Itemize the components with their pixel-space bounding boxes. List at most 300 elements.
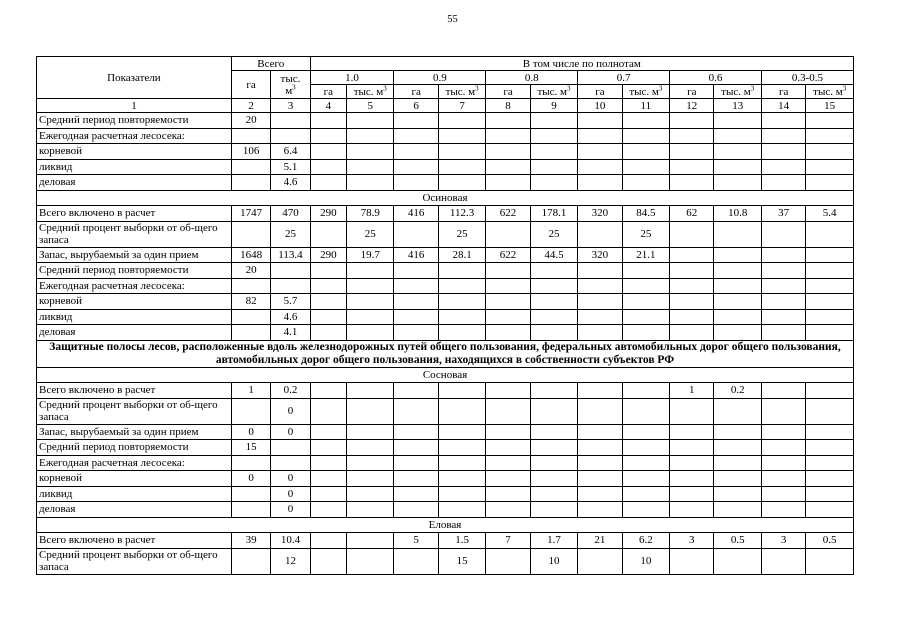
table-cell [670, 455, 714, 471]
table-cell [310, 502, 346, 518]
table-cell [578, 424, 622, 440]
table-cell [670, 221, 714, 247]
table-cell [438, 144, 485, 160]
table-cell [714, 294, 761, 310]
table-cell [438, 294, 485, 310]
table-cell: 20 [231, 263, 270, 279]
density-header: 0.9 [394, 71, 486, 85]
column-number: 1 [37, 99, 232, 113]
table-cell [394, 175, 438, 191]
table-cell [231, 175, 270, 191]
table-cell [438, 424, 485, 440]
table-cell [622, 440, 669, 456]
table-cell: 10 [530, 548, 577, 574]
table-cell: 84.5 [622, 206, 669, 222]
table-cell [761, 383, 805, 399]
table-cell [231, 548, 270, 574]
table-cell [622, 424, 669, 440]
table-cell: 15 [231, 440, 270, 456]
table-cell: 25 [346, 221, 393, 247]
table-row [37, 309, 854, 325]
table-cell: 320 [578, 247, 622, 263]
table-cell [806, 113, 854, 129]
table-row [37, 424, 854, 440]
table-row [37, 548, 854, 574]
table-cell [622, 455, 669, 471]
table-cell: 25 [622, 221, 669, 247]
table-cell: 44.5 [530, 247, 577, 263]
unit-thous-m3: тыс. $м^3$ [714, 85, 761, 99]
table-cell: 106 [231, 144, 270, 160]
table-cell [271, 440, 310, 456]
unit-thous-m3: тыс. $м^3$ [438, 85, 485, 99]
table-cell [346, 159, 393, 175]
table-cell: 0 [271, 471, 310, 487]
unit-thous-m3: тыс. $м^3$ [806, 85, 854, 99]
table-cell: 0 [231, 424, 270, 440]
table-cell [310, 113, 346, 129]
header-including: В том числе по полнотам [310, 57, 853, 71]
table-cell: 0 [271, 398, 310, 424]
table-cell [806, 263, 854, 279]
table-row [37, 159, 854, 175]
table-cell [714, 325, 761, 341]
row-label: Ежегодная расчетная лесосека: [37, 128, 232, 144]
table-cell [578, 128, 622, 144]
section-row [37, 517, 854, 533]
table-cell [622, 263, 669, 279]
column-number: 10 [578, 99, 622, 113]
table-cell [670, 424, 714, 440]
table-cell: 416 [394, 206, 438, 222]
table-cell [670, 159, 714, 175]
table-cell [231, 278, 270, 294]
table-cell [346, 502, 393, 518]
table-cell: 10.8 [714, 206, 761, 222]
density-header: 0.8 [486, 71, 578, 85]
table-cell [346, 471, 393, 487]
table-cell [578, 113, 622, 129]
row-label: Средний период повторяемости [37, 263, 232, 279]
table-cell [438, 398, 485, 424]
table-cell [806, 175, 854, 191]
table-cell [310, 486, 346, 502]
table-cell [438, 486, 485, 502]
table-cell [714, 263, 761, 279]
table-cell [394, 424, 438, 440]
table-cell: 62 [670, 206, 714, 222]
table-cell [530, 325, 577, 341]
column-number: 8 [486, 99, 530, 113]
table-cell [346, 424, 393, 440]
unit-ha: га [578, 85, 622, 99]
table-cell [310, 309, 346, 325]
table-cell [578, 159, 622, 175]
table-cell: 5.1 [271, 159, 310, 175]
column-number: 12 [670, 99, 714, 113]
table-cell [530, 175, 577, 191]
table-cell [231, 455, 270, 471]
table-cell: 112.3 [438, 206, 485, 222]
table-cell [761, 144, 805, 160]
table-cell [486, 502, 530, 518]
header-total: Всего [231, 57, 310, 71]
column-number: 7 [438, 99, 485, 113]
table-row [37, 471, 854, 487]
table-cell [346, 128, 393, 144]
table-cell [806, 548, 854, 574]
table-cell: 10.4 [271, 533, 310, 549]
table-cell [346, 278, 393, 294]
row-label: деловая [37, 325, 232, 341]
table-cell: 12 [271, 548, 310, 574]
table-cell: 622 [486, 206, 530, 222]
category-title: Защитные полосы лесов, расположенные вдоль железнодорожных путей общего пользования, федеральных автомобильных дорог общего пользования, автомобильных дорог общего пользования, находящихся в собственности субъектов РФ [37, 340, 854, 367]
table-cell [530, 502, 577, 518]
table-cell [761, 309, 805, 325]
column-number: 3 [271, 99, 310, 113]
table-cell: 0.5 [714, 533, 761, 549]
row-label: деловая [37, 175, 232, 191]
table-cell [394, 294, 438, 310]
table-row [37, 221, 854, 247]
table-cell [714, 175, 761, 191]
table-cell [578, 440, 622, 456]
table-cell [486, 383, 530, 399]
table-row [37, 206, 854, 222]
table-cell [346, 383, 393, 399]
table-cell [530, 455, 577, 471]
table-cell [346, 175, 393, 191]
table-row [37, 533, 854, 549]
table-cell [438, 471, 485, 487]
table-cell [394, 144, 438, 160]
table-cell [486, 471, 530, 487]
table-cell [486, 548, 530, 574]
row-label: корневой [37, 471, 232, 487]
unit-thous-m3: тыс. $м^3$ [622, 85, 669, 99]
table-cell: 1.5 [438, 533, 485, 549]
table-cell [714, 128, 761, 144]
section-title: Осиновая [37, 190, 854, 206]
table-cell [310, 278, 346, 294]
table-cell [622, 278, 669, 294]
table-cell [806, 486, 854, 502]
table-cell: 6.4 [271, 144, 310, 160]
table-cell [578, 455, 622, 471]
table-cell [622, 383, 669, 399]
table-cell [761, 175, 805, 191]
table-cell [530, 113, 577, 129]
table-cell [578, 383, 622, 399]
table-cell [394, 309, 438, 325]
table-cell [578, 548, 622, 574]
table-cell: 4.1 [271, 325, 310, 341]
table-cell: 0 [231, 471, 270, 487]
table-cell [622, 325, 669, 341]
table-cell [714, 398, 761, 424]
table-cell [714, 440, 761, 456]
table-cell [394, 440, 438, 456]
table-row [37, 325, 854, 341]
table-cell [622, 294, 669, 310]
table-cell [806, 502, 854, 518]
table-cell: 113.4 [271, 247, 310, 263]
table-row [37, 247, 854, 263]
table-cell [622, 113, 669, 129]
table-cell [578, 309, 622, 325]
table-cell: 25 [271, 221, 310, 247]
table-cell [486, 309, 530, 325]
table-cell [670, 325, 714, 341]
table-cell: 416 [394, 247, 438, 263]
table-row [37, 383, 854, 399]
table-cell [486, 175, 530, 191]
table-cell [394, 325, 438, 341]
table-cell [438, 175, 485, 191]
table-cell [346, 144, 393, 160]
table-cell: 7 [486, 533, 530, 549]
table-cell [530, 486, 577, 502]
unit-ha: га [394, 85, 438, 99]
table-cell [231, 325, 270, 341]
section-title: Еловая [37, 517, 854, 533]
row-label: ликвид [37, 486, 232, 502]
density-header: 0.6 [670, 71, 762, 85]
unit-thous-m3: тыс. $м^3$ [530, 85, 577, 99]
table-cell [806, 278, 854, 294]
forest-cutting-table [36, 56, 854, 575]
table-cell [486, 113, 530, 129]
table-cell [310, 294, 346, 310]
table-cell [670, 309, 714, 325]
table-cell [486, 424, 530, 440]
table-cell [346, 325, 393, 341]
table-cell: 3 [761, 533, 805, 549]
table-cell [714, 278, 761, 294]
table-cell [622, 175, 669, 191]
table-cell: 78.9 [346, 206, 393, 222]
table-cell [714, 159, 761, 175]
table-cell: 4.6 [271, 175, 310, 191]
table-row [37, 278, 854, 294]
table-cell [761, 502, 805, 518]
table-row [37, 486, 854, 502]
table-cell [530, 294, 577, 310]
table-cell [670, 440, 714, 456]
unit-thous-m3: тыс. $м^3$ [346, 85, 393, 99]
table-cell [530, 383, 577, 399]
table-cell: 25 [530, 221, 577, 247]
density-header: 0.3-0.5 [761, 71, 853, 85]
table-cell [714, 247, 761, 263]
table-cell [346, 294, 393, 310]
table-cell [231, 398, 270, 424]
row-label: Всего включено в расчет [37, 533, 232, 549]
table-cell [394, 486, 438, 502]
table-cell [271, 128, 310, 144]
table-cell [714, 309, 761, 325]
row-label: ликвид [37, 159, 232, 175]
table-cell [714, 548, 761, 574]
row-label: ликвид [37, 309, 232, 325]
table-cell [530, 440, 577, 456]
table-cell: 15 [438, 548, 485, 574]
table-cell [806, 383, 854, 399]
table-cell [714, 502, 761, 518]
table-cell [310, 263, 346, 279]
table-cell [530, 309, 577, 325]
table-cell [271, 113, 310, 129]
table-row [37, 113, 854, 129]
table-cell [530, 424, 577, 440]
table-cell [346, 263, 393, 279]
table-cell [806, 221, 854, 247]
table-row [37, 175, 854, 191]
table-cell: 1648 [231, 247, 270, 263]
table-cell [714, 113, 761, 129]
table-cell [346, 398, 393, 424]
table-cell [438, 309, 485, 325]
table-cell [622, 159, 669, 175]
table-cell [346, 113, 393, 129]
table-cell [231, 502, 270, 518]
table-cell [310, 383, 346, 399]
table-cell [622, 502, 669, 518]
table-cell [761, 440, 805, 456]
row-label: корневой [37, 144, 232, 160]
row-label: Всего включено в расчет [37, 383, 232, 399]
table-cell: 21 [578, 533, 622, 549]
table-row [37, 440, 854, 456]
row-label: Запас, вырубаемый за один прием [37, 424, 232, 440]
column-number: 2 [231, 99, 270, 113]
table-cell: 1.7 [530, 533, 577, 549]
table-cell [310, 440, 346, 456]
column-number: 15 [806, 99, 854, 113]
table-cell [670, 247, 714, 263]
table-cell [310, 175, 346, 191]
table-cell [346, 309, 393, 325]
row-label: Запас, вырубаемый за один прием [37, 247, 232, 263]
table-cell [622, 309, 669, 325]
table-cell [530, 128, 577, 144]
row-label: Средний процент выборки от об-щего запаса [37, 398, 232, 424]
table-cell [578, 502, 622, 518]
table-cell [761, 278, 805, 294]
table-cell [438, 263, 485, 279]
table-row [37, 455, 854, 471]
table-cell [438, 159, 485, 175]
table-cell [578, 278, 622, 294]
table-cell: 3 [670, 533, 714, 549]
header-total-ha: га [231, 71, 270, 99]
table-cell [530, 159, 577, 175]
table-cell [670, 144, 714, 160]
section-row [37, 340, 854, 367]
table-cell [806, 144, 854, 160]
page-number: 55 [447, 14, 458, 25]
table-cell [310, 159, 346, 175]
table-cell [394, 548, 438, 574]
table-cell [530, 398, 577, 424]
table-cell [310, 548, 346, 574]
table-cell: 20 [231, 113, 270, 129]
table-cell [670, 471, 714, 487]
table-cell [530, 471, 577, 487]
table-cell: 1 [670, 383, 714, 399]
table-cell: 622 [486, 247, 530, 263]
table-cell [806, 294, 854, 310]
table-cell: 290 [310, 206, 346, 222]
table-cell [578, 486, 622, 502]
table-cell [486, 159, 530, 175]
table-cell: 37 [761, 206, 805, 222]
row-label: деловая [37, 502, 232, 518]
table-cell [806, 424, 854, 440]
table-cell [394, 383, 438, 399]
table-cell [438, 325, 485, 341]
table-cell [622, 398, 669, 424]
table-cell [670, 398, 714, 424]
table-cell [670, 263, 714, 279]
table-cell [486, 398, 530, 424]
table-cell [310, 533, 346, 549]
row-label: Ежегодная расчетная лесосека: [37, 278, 232, 294]
table-cell: 10 [622, 548, 669, 574]
table-cell [486, 294, 530, 310]
table-cell [670, 175, 714, 191]
table-cell: 82 [231, 294, 270, 310]
table-cell [438, 440, 485, 456]
table-cell: 320 [578, 206, 622, 222]
row-label: Средний процент выборки от об-щего запаса [37, 221, 232, 247]
table-cell [310, 144, 346, 160]
table-cell: 28.1 [438, 247, 485, 263]
table-cell [622, 128, 669, 144]
table-cell [806, 247, 854, 263]
table-cell [271, 278, 310, 294]
table-cell [271, 263, 310, 279]
table-cell [310, 221, 346, 247]
column-number: 11 [622, 99, 669, 113]
table-cell [761, 221, 805, 247]
table-cell [670, 294, 714, 310]
table-cell [438, 278, 485, 294]
table-cell: 0.2 [271, 383, 310, 399]
table-cell [761, 471, 805, 487]
table-cell [346, 440, 393, 456]
table-cell [394, 502, 438, 518]
table-cell: 25 [438, 221, 485, 247]
table-cell: 470 [271, 206, 310, 222]
table-cell [346, 486, 393, 502]
table-cell [346, 548, 393, 574]
table-cell [806, 398, 854, 424]
unit-ha: га [761, 85, 805, 99]
table-cell [486, 128, 530, 144]
table-cell [310, 325, 346, 341]
density-header: 0.7 [578, 71, 670, 85]
table-cell [231, 486, 270, 502]
column-number: 14 [761, 99, 805, 113]
table-cell [310, 455, 346, 471]
table-cell [670, 128, 714, 144]
table-cell: 0 [271, 502, 310, 518]
table-cell [310, 471, 346, 487]
table-cell [806, 471, 854, 487]
table-cell [761, 159, 805, 175]
